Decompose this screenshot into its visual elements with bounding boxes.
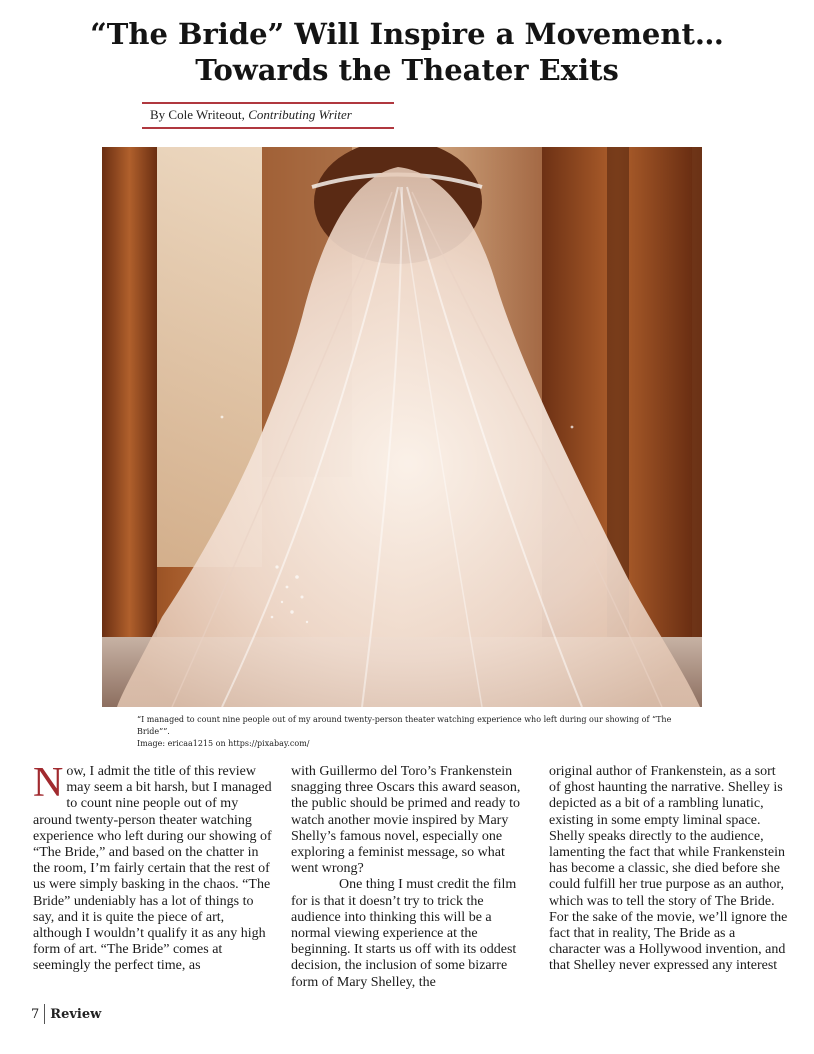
drop-cap: N: [33, 760, 64, 806]
paragraph-opening-text: ow, I admit the title of this review may seem a bit harsh, but I managed to count nine people out of my around twenty-person theater watching experience who left during our showing of “The Bride,” and based on the chatter in the room, I’m fairly certain that the rest of us were simply basking in the chaos. “The Bride” undeniably has a lot of things to say, and it is quite the piece of art, although I wouldn’t qualify it as any high form of art. “The Bride” comes at seemingly the perfect time, as: [33, 764, 272, 974]
headline-line-2: Towards the Theater Exits: [195, 53, 619, 87]
byline: [150, 107, 352, 123]
byline-role: Contributing Writer: [248, 107, 352, 122]
byline-box: [142, 102, 394, 129]
article-body: [33, 760, 788, 992]
footer-divider: [44, 1004, 45, 1024]
bride-veil-photo: [102, 147, 702, 707]
paragraph-second: One thing I must credit the film for is that it doesn’t try to trick the audience into thinking this will be a normal viewing experience at the beginning. It starts us off with its oddest decision, the inclusion of some bizarre form of Mary Shelley, the: [291, 877, 517, 990]
page-number: 7: [31, 1006, 40, 1022]
section-name: Review: [50, 1006, 102, 1022]
caption-credit: Image: ericaa1215 on https://pixabay.com/: [137, 739, 310, 748]
headline-line-1: “The Bride” Will Inspire a Movement…: [90, 17, 724, 51]
paragraph-continued: with Guillermo del Toro’s Frankenstein snagging three Oscars this award season, the public should be primed and ready to watch another movie inspired by Mary Shelly’s famous novel, especially one exploring a feminist message, so what went wrong?: [291, 764, 521, 877]
photo-caption: [137, 714, 697, 750]
column-1: [33, 760, 273, 975]
column-3: [549, 764, 789, 975]
byline-author: By Cole Writeout,: [150, 107, 249, 122]
paragraph-opening: [33, 760, 273, 975]
caption-text: “I managed to count nine people out of my around twenty-person theater watching experience who left during our showing of “The Bride””.: [137, 715, 672, 736]
article-headline: [40, 16, 774, 88]
column-2: [291, 764, 531, 991]
paragraph-third: original author of Frankenstein, as a sort of ghost haunting the narrative. Shelley is depicted as a bit of a rambling lunatic, existing in some empty liminal space. Shelly speaks directly to the audience, lamenting the fact that while Frankenstein has become a classic, she died before she could fulfill her true purpose as an author, which was to tell the story of The Bride. For the sake of the movie, we’ll ignore the fact that in reality, The Bride as a character was a Hollywood invention, and that Shelley never expressed any interest: [549, 764, 788, 974]
page-footer: [31, 1003, 101, 1025]
